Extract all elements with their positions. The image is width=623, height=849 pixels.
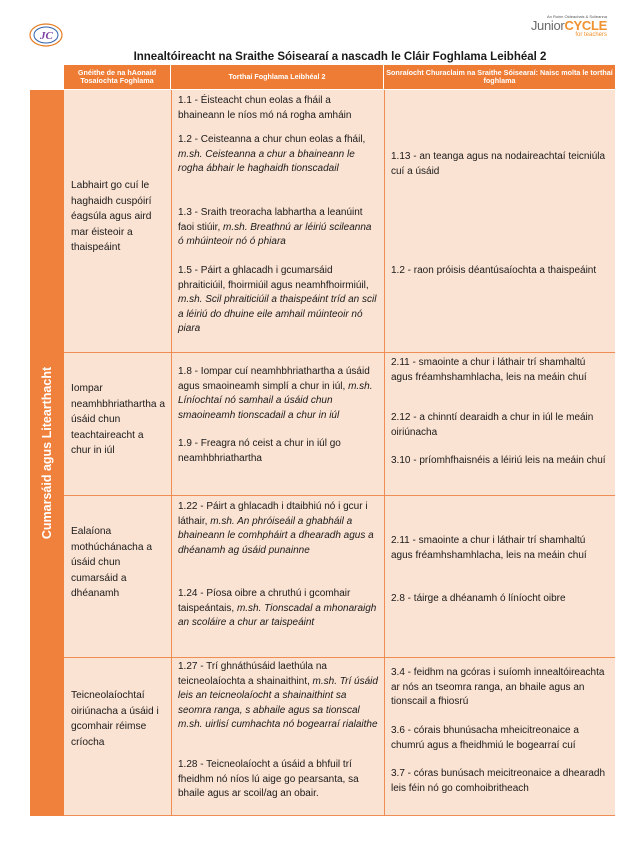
table-row xyxy=(64,495,615,657)
links-cell xyxy=(384,353,615,495)
logo-junior: Junior xyxy=(530,18,565,33)
table-bottom-border xyxy=(64,815,615,816)
element-cell xyxy=(64,496,171,657)
element-text: Teicneolaíochtaí oiriúnacha a úsáid i gcomhair réimse críocha xyxy=(71,690,159,748)
link-item: 3.10 - príomhfhaisnéis a léiriú leis na meáin chuí xyxy=(391,455,606,466)
outcome-item: 1.22 - Páirt a ghlacadh i dtaibhiú nó i gcur i láthair, m.sh. An phróiseáil a ghabháil a bhaineann le comhpháirt a dhearadh agus a dhéanamh ag úsáid punainne xyxy=(178,501,374,556)
link-item: 3.7 - córas bunúsach meicitreonaice a dhearadh leis féin nó go comhoibritheach xyxy=(391,768,606,794)
outcome-item: 1.1 - Éisteacht chun eolas a fháil a bhaineann le níos mó ná rogha amháin xyxy=(178,95,352,121)
link-item: 3.4 - feidhm na gcóras i suíomh innealtóireachta ar nós an tseomra ranga, an bhaile agus an tionscail a fhiosrú xyxy=(391,667,605,707)
outcome-item: 1.3 - Sraith treoracha labhartha a leanúint faoi stiúir, m.sh. Breathnú ar léiriú scileanna ó mhúinteoir nó ó phiara xyxy=(178,207,372,247)
link-item: 2.12 - a chinntí dearaidh a chur in iúl le meáin oiriúnacha xyxy=(391,412,594,438)
element-cell xyxy=(64,658,171,816)
element-cell xyxy=(64,353,171,495)
outcomes-cell xyxy=(171,496,384,657)
link-item: 1.2 - raon próisis déantúsaíochta a thaispeáint xyxy=(391,265,597,276)
element-cell xyxy=(64,90,171,352)
junior-cycle-logo xyxy=(531,14,607,38)
table-row xyxy=(64,657,615,816)
link-item: 2.8 - táirge a dhéanamh ó líníocht oibre xyxy=(391,593,566,604)
outcome-item: 1.2 - Ceisteanna a chur chun eolas a fháil, m.sh. Ceisteanna a chur a bhaineann le rogha ábhair le haghaidh tionscadail xyxy=(178,134,366,174)
header-outcomes: Torthaí Foghlama Leibhéal 2 xyxy=(171,65,384,89)
outcomes-cell xyxy=(171,658,384,816)
table-header xyxy=(64,65,615,89)
department-text: An Roinn Oideachais & Scileanna xyxy=(546,14,607,19)
outcome-item: 1.8 - Iompar cuí neamhbhriathartha a úsáid agus smaoineamh simplí a chur in iúl, m.sh. Líníochtaí nó samhail a úsáid chun smaoineamh tionscadail a chur in iúl xyxy=(178,366,373,421)
outcome-item: 1.28 - Teicneolaíocht a úsáid a bhfuil trí fheidhm nó níos lú aige go pearsanta, sa bhaile agus ar scoil/ag an obair. xyxy=(178,759,359,799)
outcomes-cell xyxy=(171,90,384,352)
outcomes-cell xyxy=(171,353,384,495)
header-elements: Gnéithe de na hAonaid Tosaíochta Foghlama xyxy=(64,65,171,89)
link-item: 2.11 - smaointe a chur i láthair trí shamhaltú agus fréamhshamhlacha, leis na meáin chuí xyxy=(391,357,587,383)
links-cell xyxy=(384,90,615,352)
logo-tagline: for teachers xyxy=(575,32,607,38)
outcome-item: 1.9 - Freagra nó ceist a chur in iúl go neamhbhriathartha xyxy=(178,438,341,464)
table-row xyxy=(64,352,615,495)
outcome-item: 1.27 - Trí ghnáthúsáid laethúla na teicneolaíochta a shainaithint, m.sh. Trí úsáid leis an teicneolaíocht a shainaithint sa seomra ranga, s abhaile agus sa tionscal m.sh. uirlisí cumhachta nó bogearraí rialaithe xyxy=(178,661,378,730)
link-item: 1.13 - an teanga agus na nodaireachtaí teicniúla cuí a úsáid xyxy=(391,151,606,177)
header-links: Sonraíocht Churaclaim na Sraithe Sóisearaí: Naisc molta le torthaí foghlama xyxy=(386,68,613,85)
link-item: 3.6 - córais bhunúsacha mheicitreonaice a chumrú agus a fheidhmiú le bogearraí cuí xyxy=(391,725,579,751)
table-row xyxy=(64,90,615,352)
jct-logo xyxy=(28,22,64,48)
element-text: Iompar neamhbhriathartha a úsáid chun teachtaireacht a chur in iúl xyxy=(71,383,166,456)
outcome-item: 1.5 - Páirt a ghlacadh i gcumarsáid phraiticiúil, fhoirmiúil agus neamhfhoirmiúil, m.sh. Scil phraiticiúil a thaispeáint tríd an scil a léiriú do dhuine eile amhail múinteoir nó piara xyxy=(178,265,377,334)
links-cell xyxy=(384,496,615,657)
logo-cycle: CYCLE xyxy=(564,18,607,33)
links-cell xyxy=(384,658,615,816)
outcome-item: 1.24 - Píosa oibre a chruthú i gcomhair taispeántais, m.sh. Tionscadal a mhonaraigh an scoláire a chur ar taispeáint xyxy=(178,588,377,628)
page-title: Innealtóireacht na Sraithe Sóisearaí a nascadh le Cláir Foghlama Leibhéal 2 xyxy=(133,51,547,63)
sidebar-label: Cumarsáid agus Litearthacht xyxy=(40,366,54,540)
link-item: 2.11 - smaointe a chur i láthair trí shamhaltú agus fréamhshamhlacha, leis na meáin chuí xyxy=(391,535,587,561)
element-text: Ealaíona mothúchánacha a úsáid chun cumarsáid a dhéanamh xyxy=(71,526,152,599)
svg-text:JC: JC xyxy=(40,30,53,42)
learning-table xyxy=(64,90,615,816)
element-text: Labhairt go cuí le haghaidh cuspóirí éagsúla agus aird mar éisteoir a thaispeáint xyxy=(71,180,152,253)
